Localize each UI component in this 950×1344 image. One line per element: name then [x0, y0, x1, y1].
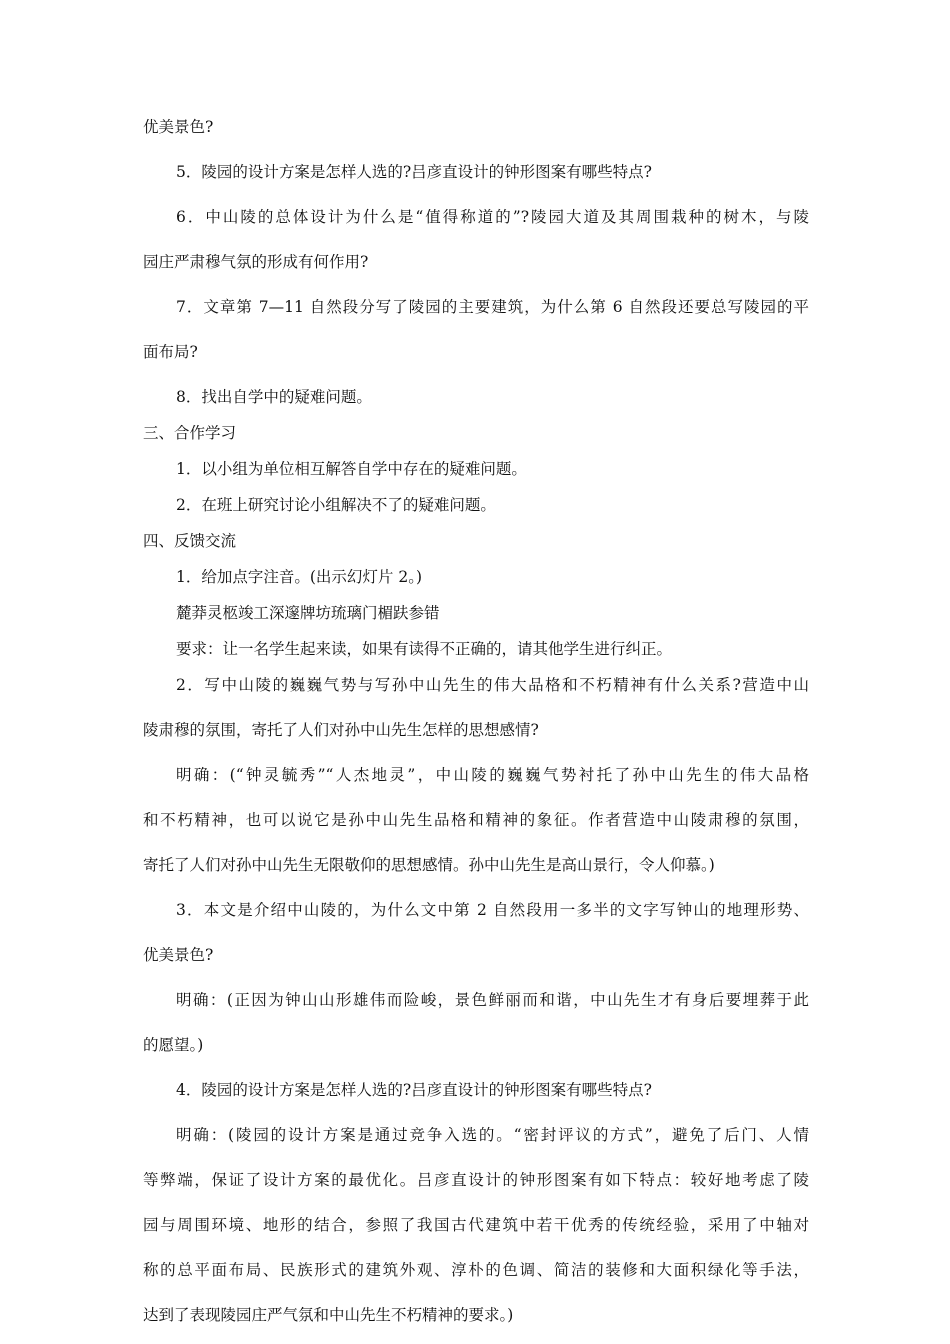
answer-3: 明确：(正因为钟山山形雄伟而险峻，景色鲜丽而和谐，中山先生才有身后要埋葬于此 — [176, 991, 809, 1009]
question-4: 4．陵园的设计方案是怎样人选的?吕彦直设计的钟形图案有哪些特点? — [176, 1081, 652, 1099]
requirement-line: 要求：让一名学生起来读，如果有读得不正确的，请其他学生进行纠正。 — [176, 640, 673, 658]
section-heading-4: 四、反馈交流 — [143, 532, 237, 550]
question-2: 2．写中山陵的巍巍气势与写孙中山先生的伟大品格和不朽精神有什么关系?营造中山 — [176, 676, 809, 694]
answer-4: 明确：(陵园的设计方案是通过竞争入选的。“密封评议的方式”，避免了后门、人情 — [176, 1126, 809, 1144]
question-3: 3．本文是介绍中山陵的，为什么文中第 2 自然段用一多半的文字写钟山的地理形势、 — [176, 901, 809, 919]
text-line: 园庄严肃穆气氛的形成有何作用? — [143, 253, 369, 271]
pinyin-word-list: 麓莽灵柩竣工深邃牌坊琉璃门楣趺参错 — [176, 604, 440, 622]
question-5: 5．陵园的设计方案是怎样人选的?吕彦直设计的钟形图案有哪些特点? — [176, 163, 652, 181]
text-line: 称的总平面布局、民族形式的建筑外观、淳朴的色调、简洁的装修和大面积绿化等手法， — [143, 1261, 809, 1279]
list-item-2: 2．在班上研究讨论小组解决不了的疑难问题。 — [176, 496, 496, 514]
text-line: 达到了表现陵园庄严气氛和中山先生不朽精神的要求。) — [143, 1306, 514, 1324]
text-line: 优美景色? — [143, 118, 214, 136]
question-6: 6．中山陵的总体设计为什么是“值得称道的”?陵园大道及其周围栽种的树木，与陵 — [176, 208, 809, 226]
text-line: 和不朽精神，也可以说它是孙中山先生品格和精神的象征。作者营造中山陵肃穆的氛围， — [143, 811, 809, 829]
section-heading-3: 三、合作学习 — [143, 424, 237, 442]
answer-2: 明确：(“钟灵毓秀”“人杰地灵”，中山陵的巍巍气势衬托了孙中山先生的伟大品格 — [176, 766, 809, 784]
question-8: 8．找出自学中的疑难问题。 — [176, 388, 372, 406]
text-line: 的愿望。) — [143, 1036, 204, 1054]
text-line: 园与周围环境、地形的结合，参照了我国古代建筑中若干优秀的传统经验，采用了中轴对 — [143, 1216, 809, 1234]
text-line: 优美景色? — [143, 946, 214, 964]
list-item-1: 1．以小组为单位相互解答自学中存在的疑难问题。 — [176, 460, 527, 478]
text-line: 陵肃穆的氛围，寄托了人们对孙中山先生怎样的思想感情? — [143, 721, 539, 739]
text-line: 面布局? — [143, 343, 198, 361]
text-line: 等弊端，保证了设计方案的最优化。吕彦直设计的钟形图案有如下特点：较好地考虑了陵 — [143, 1171, 809, 1189]
text-line: 寄托了人们对孙中山先生无限敬仰的思想感情。孙中山先生是高山景行，令人仰慕。) — [143, 856, 715, 874]
list-item-1: 1．给加点字注音。(出示幻灯片 2。) — [176, 568, 422, 586]
question-7: 7．文章第 7—11 自然段分写了陵园的主要建筑，为什么第 6 自然段还要总写陵园的平 — [176, 298, 809, 316]
